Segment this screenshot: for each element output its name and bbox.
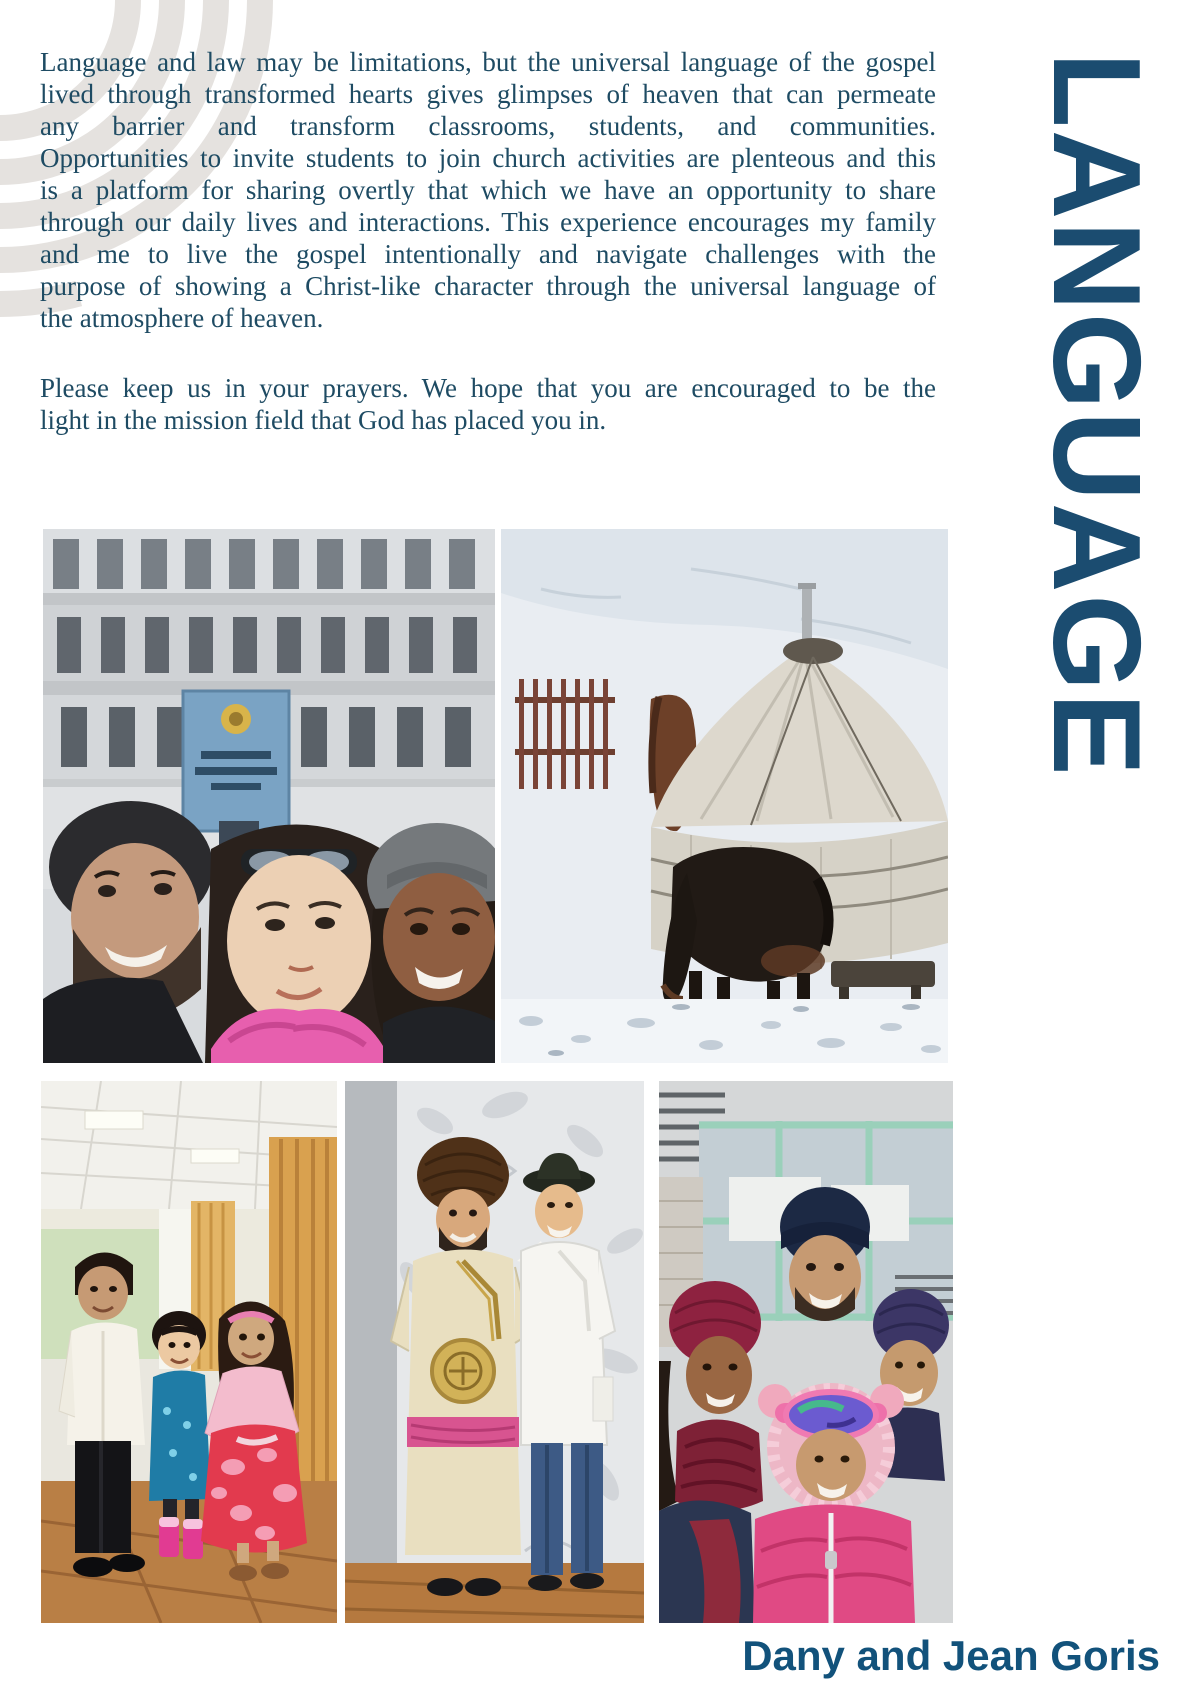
photo-selfie-government-building [43, 529, 495, 1063]
text-line: the atmosphere of heaven. [40, 303, 324, 333]
text-line: any barrier and transform classrooms, students, and communities. [40, 111, 936, 141]
photo-ger-with-horse [501, 529, 948, 1063]
photo-men-traditional-dress [345, 1081, 644, 1623]
page-title-vertical: LANGUAGE [1027, 52, 1165, 778]
article-text [40, 46, 936, 436]
byline: Dany and Jean Goris [742, 1632, 1160, 1679]
text-line: through our daily lives and interactions. This experience encourages my family [40, 207, 936, 237]
text-line: light in the mission field that God has placed you in. [40, 405, 607, 435]
text-line: purpose of showing a Christ-like character through the universal language of [40, 271, 936, 301]
text-line: is a platform for sharing overtly that which we have an opportunity to share [40, 175, 936, 205]
photo-children-costumes [41, 1081, 337, 1623]
paragraph-2 [40, 372, 936, 436]
text-line: Opportunities to invite students to join church activities are plenteous and this [40, 143, 936, 173]
text-line: Language and law may be limitations, but the universal language of the gospel [40, 47, 936, 77]
photo-family-winter-selfie [659, 1081, 953, 1623]
text-line: Please keep us in your prayers. We hope that you are encouraged to be the [40, 373, 936, 403]
text-line: lived through transformed hearts gives glimpses of heaven that can permeate [40, 79, 936, 109]
paragraph-1 [40, 46, 936, 334]
text-line: and me to live the gospel intentionally and navigate challenges with the [40, 239, 936, 269]
